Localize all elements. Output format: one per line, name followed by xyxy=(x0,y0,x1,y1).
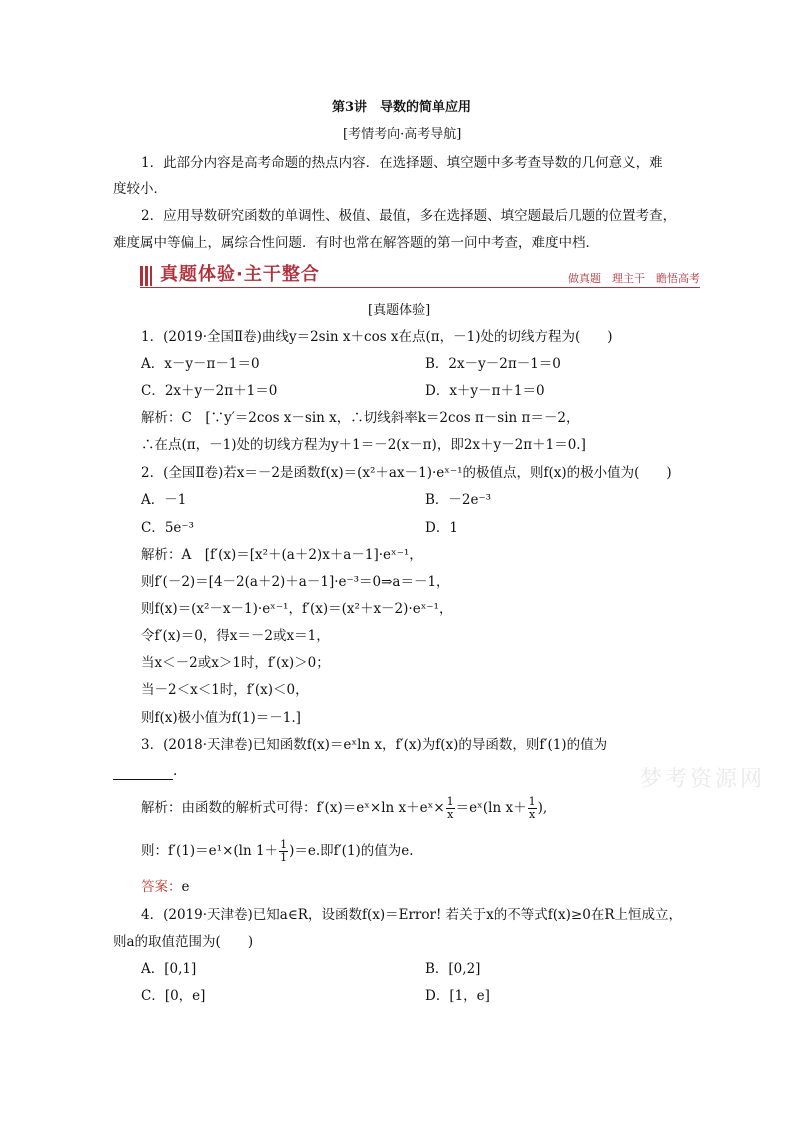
q2-option-c: C．5e⁻³ xyxy=(141,520,194,536)
q1-option-b: B．2x－y－2π－1＝0 xyxy=(425,356,561,372)
q3-sol2-part-a: 则：f′(1)＝e¹×(ln 1＋ xyxy=(141,843,279,859)
q1-option-d: D．x＋y－π＋1＝0 xyxy=(425,383,545,399)
q1-stem: 1．(2019·全国Ⅱ卷)曲线y＝2sin x＋cos x在点(π，－1)处的切线方程为( ) xyxy=(141,329,613,345)
q2-stem: 2．(全国Ⅱ卷)若x＝－2是函数f(x)＝(x²＋ax－1)·eˣ⁻¹的极值点，则f(x)的极小值为( ) xyxy=(141,465,672,481)
banner-title: 真题体验·主干整合 xyxy=(160,264,320,285)
q1-option-a: A．x－y－π－1＝0 xyxy=(141,356,260,372)
q1-option-c: C．2x＋y－2π＋1＝0 xyxy=(141,383,278,399)
q3-sol2-part-b: )＝e.即f′(1)的值为e. xyxy=(289,843,414,859)
q3-sol1-part-b: ＝eˣ(ln x＋ xyxy=(455,800,527,816)
doc-title: 第3讲 导数的简单应用 xyxy=(332,100,472,115)
banner-decoration xyxy=(140,266,152,286)
guide-heading: [考情考向·高考导航] xyxy=(343,127,462,142)
q3-sol1-part-a: 解析：由函数的解析式可得：f′(x)＝eˣ×ln x＋eˣ× xyxy=(141,800,445,816)
guide-p1-line2: 度较小． xyxy=(113,181,167,197)
q3-sol1-part-c: ), xyxy=(537,800,548,816)
q2-option-a: A．－1 xyxy=(141,492,187,508)
q3-frac2-denominator: x xyxy=(528,808,536,821)
section-banner xyxy=(140,264,700,286)
q3-frac2-numerator: 1 xyxy=(528,795,536,808)
section-heading: [真题体验] xyxy=(368,303,431,318)
q4-option-a: A．[0,1] xyxy=(141,961,197,977)
q3-stem: 3．(2018·天津卷)已知函数f(x)＝eˣln x，f′(x)为f(x)的导函数，则f′(1)的值为 xyxy=(141,737,608,753)
q1-solution-line1: 解析：C [∵y′＝2cos x－sin x，∴切线斜率k＝2cos π－sin π＝－2， xyxy=(141,410,580,426)
q2-solution-line2: 则f′(－2)＝[4－2(a＋2)＋a－1]·e⁻³＝0⇒a＝－1， xyxy=(141,574,450,590)
guide-p2-line2: 难度属中等偏上，属综合性问题．有时也常在解答题的第一问中考查，难度中档． xyxy=(113,235,599,251)
q3-solution-line2 xyxy=(141,838,414,864)
q2-solution-line3: 则f(x)＝(x²－x－1)·eˣ⁻¹，f′(x)＝(x²＋x－2)·eˣ⁻¹， xyxy=(141,601,453,617)
q2-solution-line5: 当x＜－2或x＞1时，f′(x)＞0； xyxy=(141,655,330,671)
q2-solution-line7: 则f(x)极小值为f(1)＝－1.] xyxy=(141,710,301,726)
guide-p1-line1: 1．此部分内容是高考命题的热点内容．在选择题、填空题中多考查导数的几何意义，难 xyxy=(141,155,663,171)
q2-option-b: B．－2e⁻³ xyxy=(425,492,492,508)
q4-option-b: B．[0,2] xyxy=(425,961,481,977)
q3-solution-line1 xyxy=(141,795,547,821)
q3-frac1-denominator: x xyxy=(447,808,454,821)
q4-option-d: D．[1，e] xyxy=(425,988,490,1004)
guide-p2-line1: 2．应用导数研究函数的单调性、极值、最值，多在选择题、填空题最后几题的位置考查， xyxy=(141,208,677,224)
q2-solution-line1: 解析：A [f′(x)＝[x²＋(a＋2)x＋a－1]·eˣ⁻¹， xyxy=(141,547,423,563)
q4-stem-line2: 则a的取值范围为( ) xyxy=(113,934,254,950)
q3-blank-period: . xyxy=(173,763,178,779)
banner-subtitle: 做真题 理主干 瞻悟高考 xyxy=(568,272,700,285)
q3-fraction-1 xyxy=(446,796,455,821)
q3-answer-line xyxy=(141,878,190,896)
q3-answer-value: e xyxy=(181,879,190,895)
q3-frac3-denominator: 1 xyxy=(280,851,288,864)
q3-fraction-2 xyxy=(528,796,537,821)
q3-answer-blank xyxy=(113,765,173,780)
q4-stem-line1: 4．(2019·天津卷)已知a∈R，设函数f(x)＝Error! 若关于x的不等式f(x)≥0在R上恒成立， xyxy=(141,907,683,923)
banner-rule xyxy=(140,287,700,288)
q3-frac1-numerator: 1 xyxy=(446,795,454,808)
q4-option-c: C．[0，e] xyxy=(141,988,206,1004)
q2-solution-line6: 当－2＜x＜1时，f′(x)＜0， xyxy=(141,682,309,698)
q3-fraction-3 xyxy=(279,839,288,864)
q2-solution-line4: 令f′(x)＝0，得x＝－2或x＝1， xyxy=(141,628,330,644)
q3-frac3-numerator: 1 xyxy=(280,838,288,851)
q2-option-d: D．1 xyxy=(425,520,458,536)
watermark: 梦考资源网 xyxy=(640,767,766,792)
q3-blank-line xyxy=(113,762,177,780)
q3-answer-label: 答案： xyxy=(141,879,182,895)
q1-solution-line2: ∴在点(π，－1)处的切线方程为y＋1＝－2(x－π)，即2x＋y－2π＋1＝0.] xyxy=(141,437,586,453)
